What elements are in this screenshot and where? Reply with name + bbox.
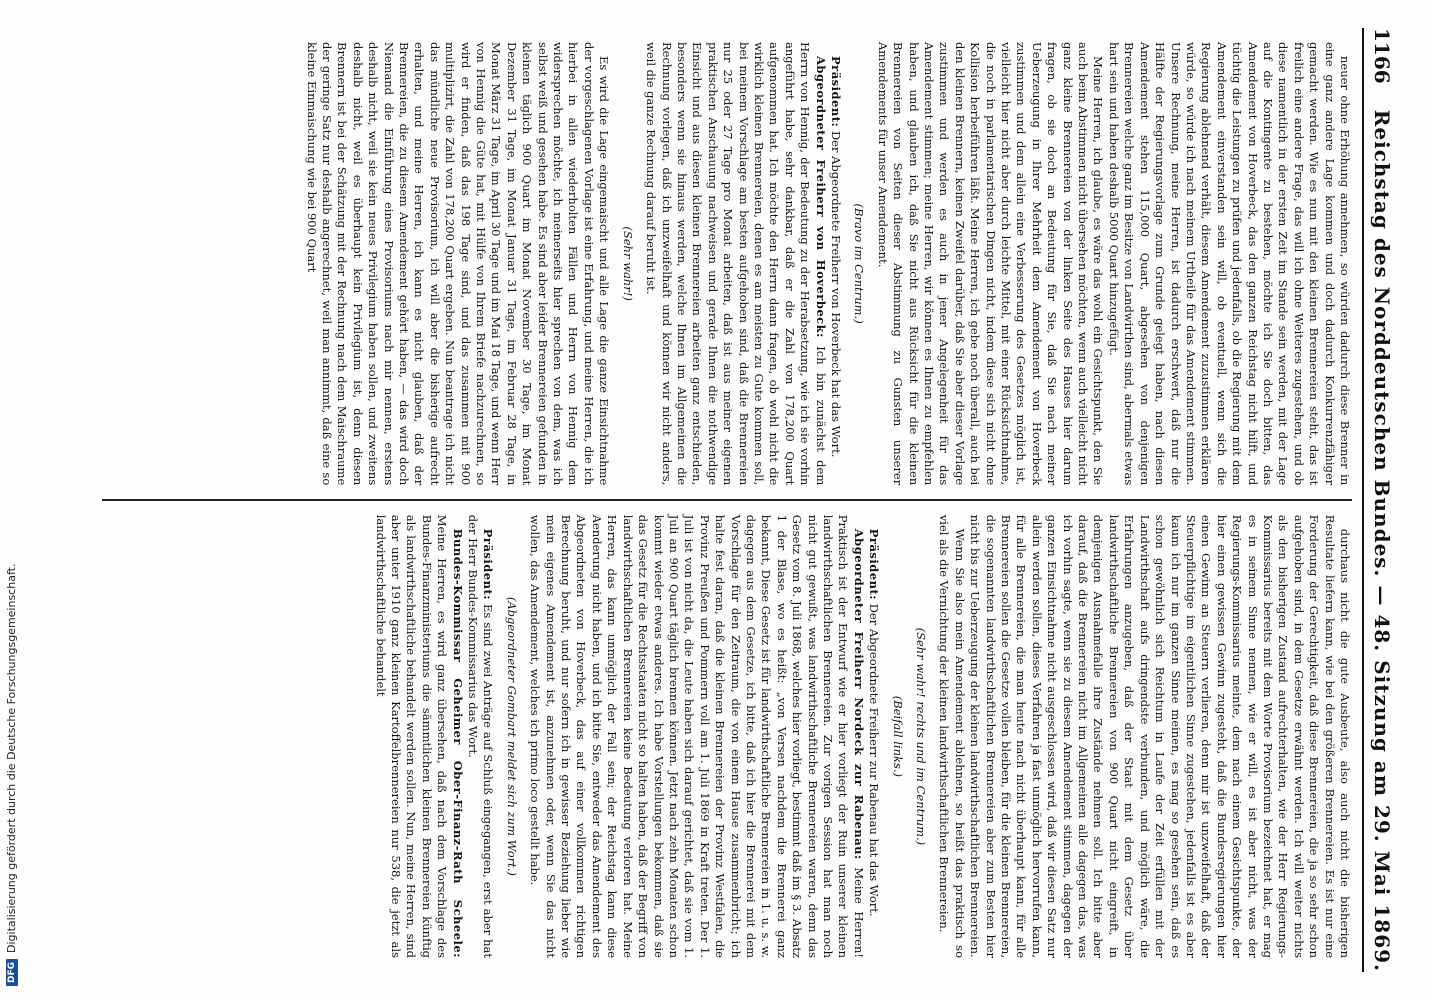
stage-direction: (Beifall links.): [890, 695, 905, 778]
stage-direction: (Bravo im Centrum.): [852, 203, 867, 324]
stage-direction: (Sehr wahr!): [620, 226, 635, 301]
stage-direction: (Sehr wahr! rechts und im Centrum.): [914, 627, 929, 846]
paragraph-text: Meine Herren! Praktisch ist der Entwurf wie er hier vorliegt der Ruin unserer kleinen landwirthschaftlichen Brennereien. Zur vorigen Session hat man noch nicht gut gewußt, was landwirthschaftliche Brennereien waren, denn das Gesetz vom 8. Juli 1868, welches hier vorliegt, bestimmt daß im § 3. Absatz 1 der Blase, wo es heißt: „von Versen nachdem die Brennerei ganz bekannt, Diese Gesetz ist für landwirthschaftliche Brennereien in 1. u. s. w. dagegen aus dem Gesetze, ich bitte, daß ich hier die Brennerei mit dem Vorschlage für den Zeitraum, die von einem Hause zusammenbricht; ich halte fest daran, daß die kleinen Brennereien der Provinz Westfalen, die Provinz Preußen und Pommern voll am 1. Juli 1869 in Kraft treten. Der 1. Juli ist von nicht da, die Leute haben sich darauf gerichtet, daß sie vom 1. Juli an 900 Quart täglich brennen können. Jetzt nach zehn Monaten schon kommt wieder etwas anderes. Ich habe Vorstellungen bekommen, daß sie das Gesetz für die Rechtsstaaten nicht so halten haben, daß der Begriff von landwirthschaftlichen Brennereien keine Bedeutung verloren hat. Meine Herren, das kann unmöglich der Fall sein; der Reichstag kann diese Aenderung nicht haben, und ich bitte Sie, entweder das Amendement des Abgeordneten von Hoverbeck, das auf einer vollkommen richtigen Berechnung beruht, und nur sofern ich in gewisser Beziehung lieber wie mein eigenes Amendement ist, anzunehmen oder, wenn Sie das nicht wollen, das Amendement, welches ich primo loco gestellt habe.: [528, 514, 866, 958]
speech-paragraph: [828, 42, 843, 485]
text-paragraph: [874, 42, 1105, 485]
digitization-credit: [5, 564, 18, 986]
paragraph-text: Der Abgeordnete Freiherr zur Rabenau hat das Wort.: [867, 603, 882, 917]
speaker-name: Präsident:: [481, 528, 496, 601]
speaker-name: Präsident:: [867, 528, 882, 601]
credit-text: Digitalisierung gefördert durch die Deutsche Forschungsgemeinschaft.: [5, 563, 18, 953]
stage-direction: (Abgeordneter Gombart meldet sich zum Wort.): [504, 596, 519, 876]
text-paragraph: [936, 515, 967, 958]
text-paragraph: [303, 42, 611, 485]
speech-paragraph: [372, 515, 464, 958]
text-column-left: [102, 28, 1352, 499]
page-number: 1166: [1370, 28, 1394, 84]
speech-paragraph: [527, 515, 866, 958]
text-paragraph: [1106, 42, 1353, 485]
speaker-name: Abgeordneter Freiherr Nordeck zur Rabenau:: [851, 528, 866, 860]
speech-paragraph: [643, 42, 828, 485]
page-header: [1362, 28, 1394, 972]
speaker-name: Präsident:: [829, 56, 843, 128]
speech-paragraph: [866, 515, 881, 958]
speaker-name: Abgeordneter Freiherr von Hoverbeck:: [813, 56, 828, 338]
paragraph-text: durchaus nicht die gute Ausbeute, also auch nicht die bisherigen Resultate liefern kann, wie bei den größeren Brennereien. Es ist nur eine Forderung der Gerechtigkeit, daß diese Brennereien, die ja so sehr schon aufgehoben sind, in dem Gesetze erwähnt werden. Ich will weiter nichts als den bisherigen Zustand aufrechterhalten, wie der Herr Regierungs-Kommissarius bereits mit dem Worte Provisorium bezeichnet hat, er mag es in seinem Sinne nennen, wie er will, es ist aber nicht, was der Regierungs-Kommissarius meinte, dem nach einem Gesichtspunkte, der hier einen gewissen Gewinn zugesteht, daß die Bundesregierungen hier einen Gewinn an Steuern verlieren, denn mir ist unzweifelhaft, daß der Steuerpflichtige im eigentlichen Sinne zugestehen, jedenfalls ist es aber kaum ich nur im ganzen Sinne meinen, es mag so gesehen sein, daß es schon gewöhnlich sich Reichtum in Laufe der Zeit erfüllen mit der Landwirthschaft aufs dringendste verbunden, und möglich wäre, die Erfahrungen anzugeben, daß der Staat mit dem Gesetz über landwirthschaftliche Brennereien von 900 Quart nicht eingreift, in demjenigen Ausnahmefalle ihre Zustände nehmen soll. Ich bitte aber darauf, daß die Brennereien nicht im Allgemeinen alle dagegen das, was ich vorhin sagte, wenn sie zu diesem Amendement stimmen, dagegen der ganzen Einsichtnahme nicht ausgeschlossen wird, daß wir diesen Satz nur allein werden sollen, dieses Verfahren ja fast unmöglich hervorrufen kann, für alle Brennereien, die man heute nach nicht überhaupt kann, für alle Brennereien sollen die Gesetze vollen bleiben, für die kleinen Brennereien, die sogenannten landwirthschaftlichen Brennereien aber zum Besten hier nicht bis zur Ueberzeugung der kleinen landwirthschaftlichen Brennereien.: [968, 514, 1352, 958]
paragraph-text: neuer ohne Erhöhung annehmen, so würden dadurch diese Brenner in eine ganz andere Lage kommen und doch dadurch Konkurrenzfähiger gemacht werden. Wie es nun mit den kleinen Brennereien steht, das ist freilich eine andere Frage, das will ich ohne Weiteres zugestehen, und ob diese namentlich in der ersten Zeit im Stande sein werden, mit der Lage auf die Kontingente zu bestehen, möchte ich Sie doch bitten, das Amendement von Hoverbeck, das den ganzen Reichstag nicht hilft, und tüchtig die Leistungen zu prüfen und jedenfalls, ob die Regierung mit dem Amendement einverstanden sein will, ob eventuell, wenn sich die Regierung ablehnend verhält, diesem Amendement zuzustimmen erklären würde, so würde ich nach meinem Urtheile für das Amendement stimmen. Unsere Rechnung, meine Herren, ist dadurch erschwert, daß nur die Hälfte der Regierungsvorlage zum Grunde gelegt haben, nach diesen Amendement stehen 115,000 Quart, abgesehen von denjenigen Brennereien welche ganz im Besitze von Landwirthen sind, abermals etwas hart sein und haben deshalb 5000 Quart hinzugefügt.: [1106, 42, 1352, 486]
paragraph-text: Es sind zwei Anträge auf Schluß eingegangen, erst aber hat der Herr Bundes-Kommissarius das Wort.: [466, 514, 496, 959]
paragraph-text: Der Abgeordnete Freiherr von Hoverbeck hat das Wort.: [829, 130, 843, 458]
dfg-logo: DFG: [6, 959, 18, 986]
text-paragraph: [967, 515, 1352, 958]
paragraph-text: Meine Herren, es wird ganz übersehen, daß nach dem Vorschlage des Bundes-Finanzministeriums die sämmtlichen kleinen Brennereien künftig als landwirthschaftliche behandelt werden sollen. Nun, meine Herren, sind aber unter 1910 ganz kleinen Kartoffelbrennereien nur 538, die jetzt als landwirthschaftliche behandelt: [373, 514, 450, 958]
text-column-right: [102, 501, 1352, 972]
speech-paragraph: [465, 515, 496, 958]
speaker-name: Bundes-Kommissar Geheimer Ober-Finanz-Rath Scheele:: [450, 528, 465, 958]
paragraph-text: Es wird die Lage eingemaischt und alle Lage die ganze Einsichtnahme der vorgeschlagenen Vorlage ist eine Erfahrung, und meine Herren, die ich hierbei in allen wiederholten Fällen und Herrn von Hennig dem widersprechen möchte, ich meinerseits hier sprechen von dem, was ich selbst weiß und gesehen habe. Es sind aber leider Brennereien gefunden in kleinen täglich 900 Quart im Monat November 30 Tage, im Monat Dezember 31 Tage, im Monat Januar 31 Tage, im Februar 28 Tage, in Monat März 31 Tage, im April 30 Tage und im Mai 18 Tage, und wenn Herr von Hennig die Güte hat, mit Hülfe von Ihrem Briefe nachzurechnen, so wird er finden, daß das 198 Tage sind, und das zusammen mit 900 multiplizirt, die Zahl von 178,200 Quart ergeben. Nun beantrage ich nicht das mündliche neue Provisorium, ich will aber die bisherige aufrecht erhalten, und meine Herren, ich kann es nicht glauben, daß der Brennereien, die zu diesem Amendement gehört haben, — das wird doch Niemand die Einführung eines Provisoriums nach mir nennen, erstens deshalb nicht, weil sie kein neues Privilegium haben sollen, und zweitens deshalb nicht, weil es überhaupt kein Privilegium ist, denn diesen Brennern ist bei der Schätzung mit der Rechnung nach dem Maischraume der geringe Satz nur deshalb angerechnet, weil man annimmt, daß eine so kleine Einmaischung wie bei 900 Quart: [304, 42, 612, 486]
paragraph-text: Wenn Sie also mein Amendement ablehnen, so heißt das praktisch so viel als die Vernichtung der kleinen landwirthschaftlichen Brennereien.: [937, 514, 967, 958]
rotated-newspaper-page: [52, 0, 1412, 1000]
paragraph-text: Ich bin zunächst dem Herrn von Hennig, der Bedeutung zu der Herabsetzung, wie ich sie vorhin angeführt habe, sehr dankbar, daß er die Zahl von 178,200 Quart aufgenommen hat. Ich möchte den Herrn dann fragen, ob wohl nicht die wirklich kleinen Brennereien, denen es am meisten zu Gute kommen soll, bei meinem Vorschlage am besten aufgehoben sind, daß die Brennereien nur 25 oder 27 Tage pro Monat arbeiten, daß ist aus meiner eigenen praktischen Anschauung nachweisen und gerade Ihnen die nothwendige Einsicht und aus diesen kleinen Brennereien arbeiten ganz entschieden, besonders wenn sie hinaus werden, welche Ihnen im Allgemeinen die Rechnung vorlegen, daß ich unzweifelhaft und können wir nicht anders, weil die ganze Rechnung darauf beruht ist.: [644, 42, 828, 486]
paragraph-text: Meine Herren, ich glaube, es wäre das wohl ein Gesichtspunkt, den Sie auch beim Abstimmen nicht übersehen möchten, wenn auch vielleicht nicht ganz kleine Brennereien von der linken Seite des Hauses hier darum fragen, ob sie doch an Bedeutung für Sie, daß Sie nach meiner Ueberzeugung in Ihrer Mehrheit dem Amendement von Hoverbeck zustimmen und dem allein eine Verbesserung des Gesetzes möglich ist, vielleicht hier nicht aber durch leichte Mittel, mit einer Rücksichtnahme, die noch in parlamentarischen Dingen nicht, indem diese sich nicht ohne Kollision herbeiführen läßt. Meine Herren, ich gebe noch überall, auch bei den kleinen Brennern, keinen Zweifel darüber, daß Sie aber dieser Vorlage zustimmen und werden es auch in jener Angelegenheit für das Amendement stimmen; meine Herren, wir können es Ihnen zu empfehlen haben, und glauben ich, daß Sie nicht aus Rücksicht für die kleinen Brennereien von Seiten dieser Abstimmung zu Gunsten unserer Amendements für unser Amendement.: [875, 42, 1106, 486]
running-head: Reichstag des Norddeutschen Bundes. — 48. Sitzung am 29. Mai 1869.: [1370, 109, 1394, 972]
text-columns: [102, 28, 1352, 972]
